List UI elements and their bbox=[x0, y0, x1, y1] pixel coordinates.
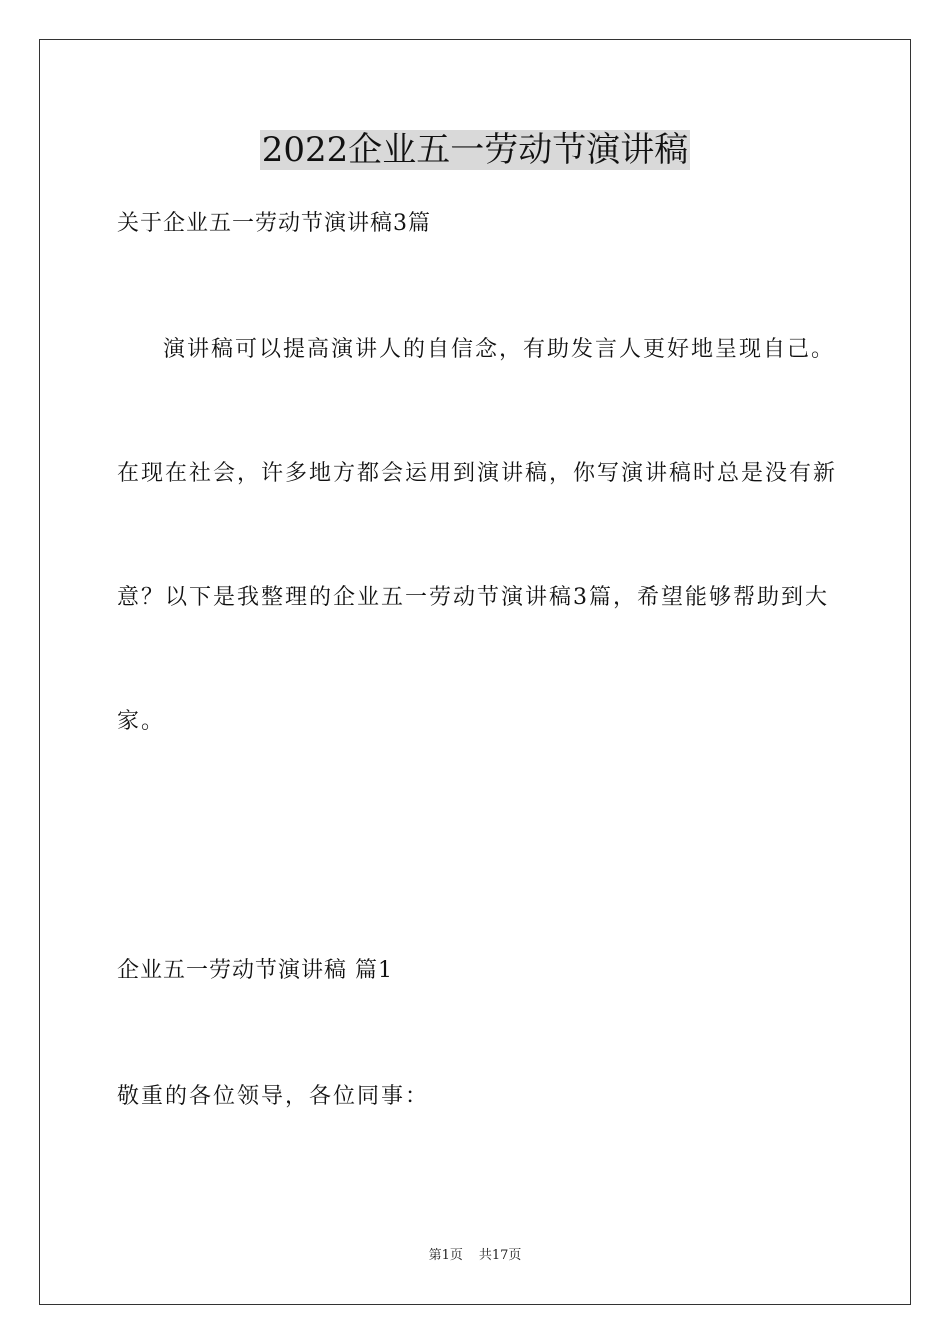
greeting-line: 敬重的各位领导，各位同事： bbox=[117, 1084, 430, 1109]
intro-line-4: 家。 bbox=[117, 709, 166, 734]
page-number: 第1页 bbox=[428, 1248, 463, 1263]
intro-line-1: 演讲稿可以提高演讲人的自信念，有助发言人更好地呈现自己。 bbox=[163, 337, 836, 362]
document-title bbox=[0, 128, 950, 172]
page-total: 共17页 bbox=[478, 1248, 522, 1263]
intro-line-3: 意？以下是我整理的企业五一劳动节演讲稿3篇，希望能够帮助到大 bbox=[117, 585, 829, 610]
document-subtitle: 关于企业五一劳动节演讲稿3篇 bbox=[117, 211, 431, 236]
intro-line-2: 在现在社会，许多地方都会运用到演讲稿，你写演讲稿时总是没有新 bbox=[117, 461, 838, 486]
page-footer bbox=[0, 1247, 950, 1265]
document-title-text: 2022企业五一劳动节演讲稿 bbox=[261, 130, 689, 170]
section-heading: 企业五一劳动节演讲稿 篇1 bbox=[117, 958, 393, 983]
